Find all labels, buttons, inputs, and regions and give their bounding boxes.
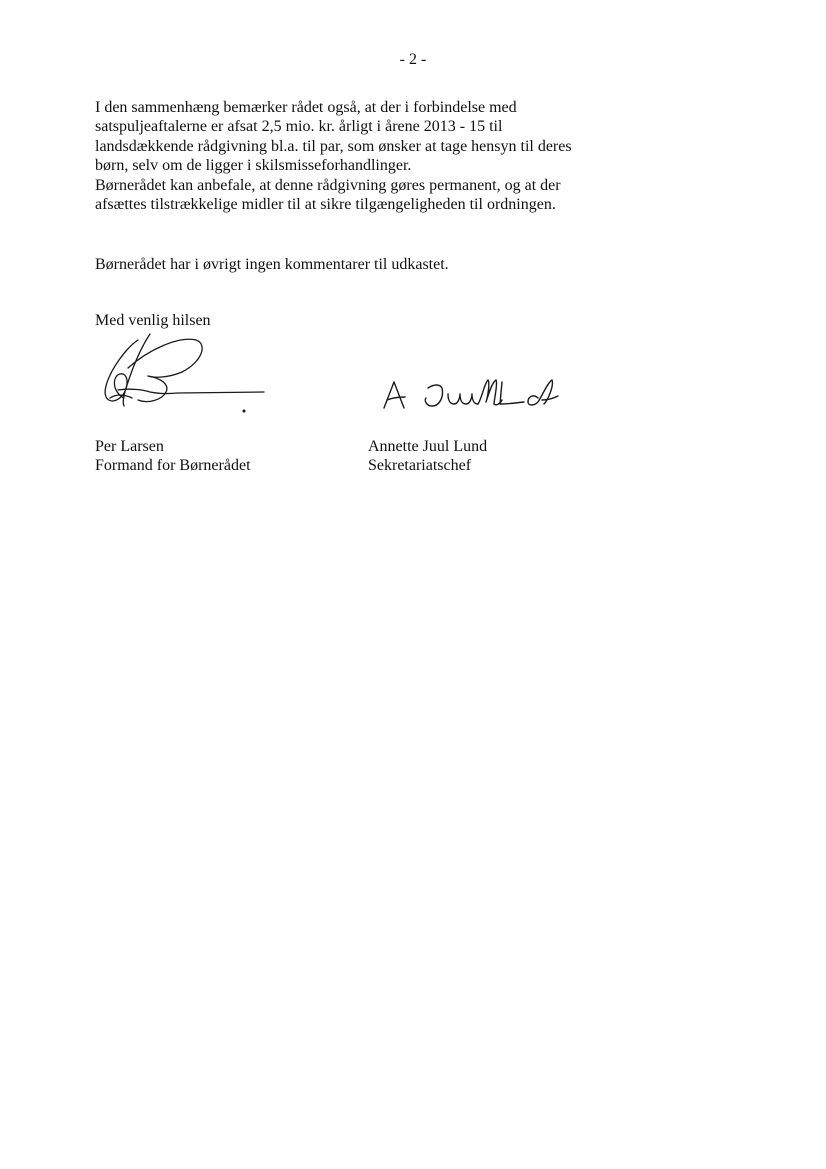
signatory-title: Sekretariatschef [368,457,472,474]
page-number: - 2 - [399,51,427,68]
closing-remark: Børnerådet har i øvrigt ingen kommentarer til udkastet. [95,256,449,273]
paragraph-line: landsdækkende rådgivning bl.a. til par, som ønsker at tage hensyn til deres [95,137,572,155]
signatory-block-left [95,437,251,475]
paragraph-line: Børnerådet kan anbefale, at denne rådgivning gøres permanent, og at der [95,176,561,194]
paragraph-line: afsættes tilstrækkelige midler til at sikre tilgængeligheden til ordningen. [95,196,556,214]
paragraph-line: børn, selv om de ligger i skilsmisseforhandlinger. [95,157,412,175]
signature-annette-juul-lund [378,370,568,415]
paragraph-line: satspuljeaftalerne er afsat 2,5 mio. kr. årligt i årene 2013 - 15 til [95,118,503,136]
body-paragraph [95,98,655,214]
signatory-name: Annette Juul Lund [368,438,488,455]
signatory-title: Formand for Børnerådet [95,457,251,474]
signatory-name: Per Larsen [95,438,164,455]
signature-per-larsen [98,328,278,423]
signatory-block-right [368,437,487,475]
paragraph-line: I den sammenhæng bemærker rådet også, at der i forbindelse med [95,99,517,116]
greeting: Med venlig hilsen [95,312,211,329]
